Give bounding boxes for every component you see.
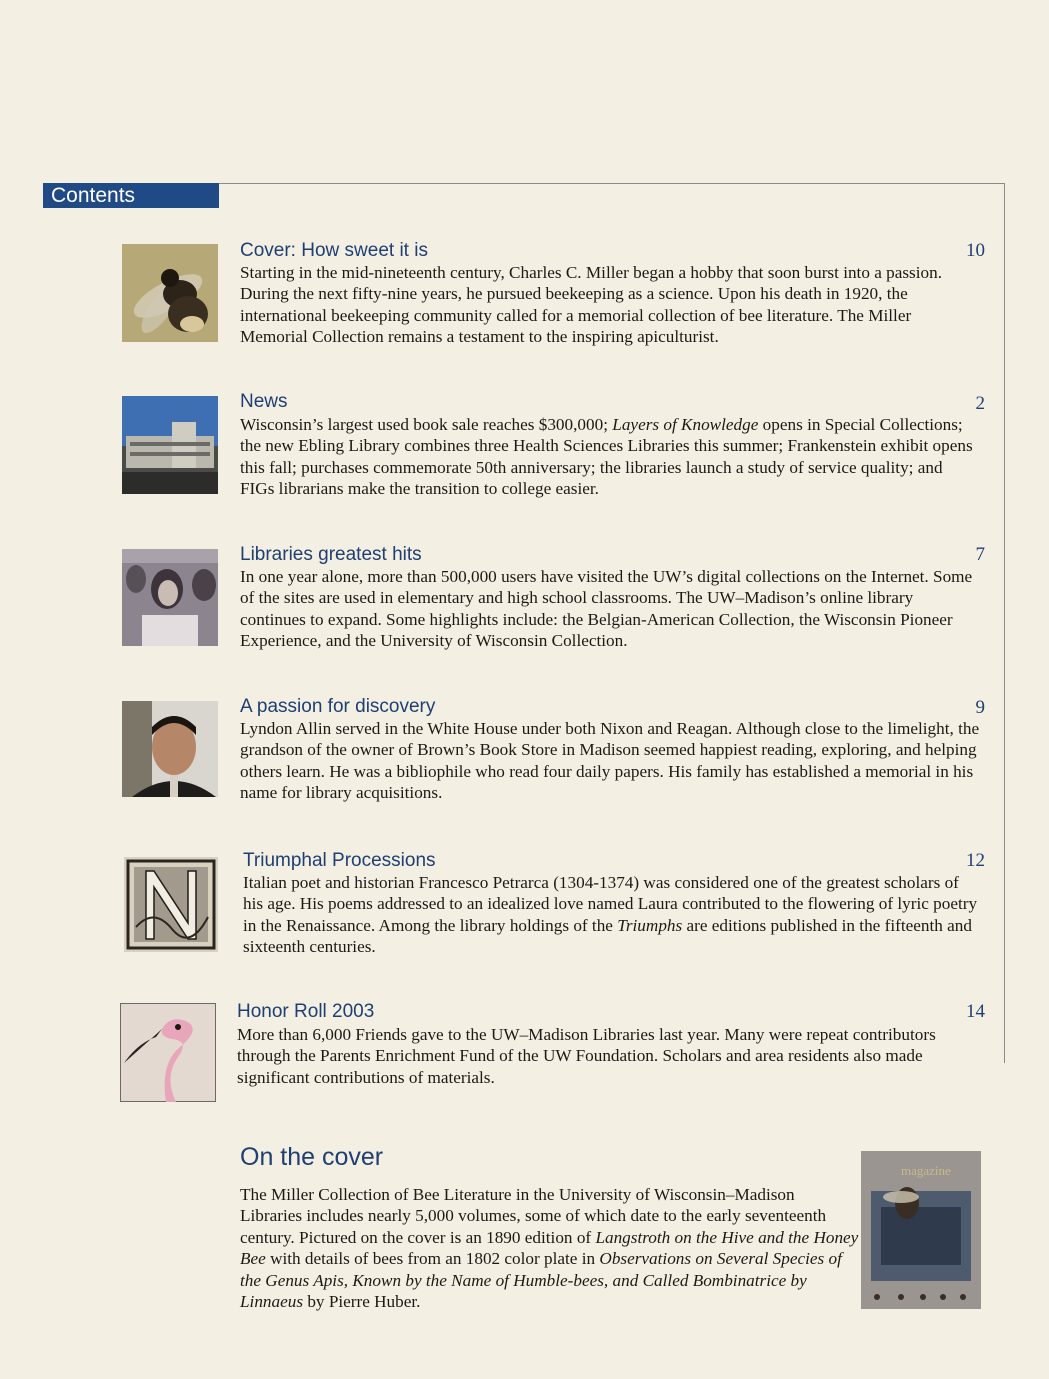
magazine-logo-label: magazine	[901, 1163, 951, 1178]
entry-body-greatest-hits: In one year alone, more than 500,000 users have visited the UW’s digital collections on the Internet. Some of the sites are used in elementary and high school classrooms. The UW–Madison’s online library continues to expand. Some highlights include: the Belgian-American Collection, the Wisconsin Pioneer Experience, and the University of Wisconsin Collection.	[240, 567, 973, 651]
entry-page-news: 2	[975, 393, 985, 414]
entry-body-passion: Lyndon Allin served in the White House under both Nixon and Reagan. Although close to the limelight, the grandson of the owner of Brown’s Book Store in Madison seemed happiest reading, exploring, and helping others learn. He was a bibliophile who read four daily papers. His family has established a memorial in his name for library acquisitions.	[240, 719, 980, 803]
entry-page-triumphal: 12	[966, 850, 985, 871]
entry-page-passion: 9	[975, 697, 985, 718]
entry-title-news[interactable]: News	[240, 391, 288, 412]
entry-title-greatest-hits[interactable]: Libraries greatest hits	[240, 544, 422, 565]
on-the-cover-heading: On the cover	[240, 1143, 384, 1171]
contents-heading: Contents	[43, 183, 219, 208]
magazine-cover-thumbnail	[861, 1151, 981, 1309]
woodcut-initial-thumbnail	[124, 857, 218, 952]
on-the-cover-body: The Miller Collection of Bee Literature in the University of Wisconsin–Madison Libraries includes nearly 5,000 volumes, some of which date to the early seventeenth century. Pictured on the cover is an 1890 edition of Langstroth on the Hive and the Honey Bee with details of bees from an 1802 color plate in Observations on Several Species of the Genus Apis, Known by the Name of Humble-bees, and Called Bombinatrice by Linnaeus by Pierre Huber.	[240, 1185, 859, 1312]
portrait-thumbnail	[122, 701, 218, 797]
crowd-photo-thumbnail	[122, 549, 218, 646]
entry-title-cover[interactable]: Cover: How sweet it is	[240, 240, 428, 261]
news-building-thumbnail	[122, 396, 218, 494]
frame-right-rule	[1004, 183, 1005, 1063]
entry-title-passion[interactable]: A passion for discovery	[240, 696, 436, 717]
entry-body-honor-roll: More than 6,000 Friends gave to the UW–Madison Libraries last year. Many were repeat contributors through the Parents Enrichment Fund of the UW Foundation. Scholars and area residents also made significant contributions of materials.	[237, 1025, 936, 1087]
entry-title-honor-roll[interactable]: Honor Roll 2003	[237, 1001, 375, 1022]
entry-page-greatest-hits: 7	[975, 544, 985, 565]
entry-page-cover: 10	[966, 240, 985, 261]
bee-thumbnail	[122, 244, 218, 342]
entry-body-triumphal: Italian poet and historian Francesco Petrarca (1304-1374) was considered one of the greatest scholars of his age. His poems addressed to an idealized love named Laura contributed to the flowering of lyric poetry in the Renaissance. Among the library holdings of the Triumphs are editions published in the fifteenth and sixteenth centuries.	[243, 873, 978, 957]
flamingo-thumbnail	[120, 1003, 216, 1102]
entry-page-honor-roll: 14	[966, 1001, 985, 1022]
entry-body-cover: Starting in the mid-nineteenth century, Charles C. Miller began a hobby that soon burst into a passion. During the next fifty-nine years, he pursued beekeeping as a science. Upon his death in 1920, the international beekeeping community called for a memorial collection of bee literature. The Miller Memorial Collection remains a testament to the inspiring apiculturist.	[240, 263, 943, 347]
entry-body-news: Wisconsin’s largest used book sale reaches $300,000; Layers of Knowledge opens in Special Collections; the new Ebling Library combines three Health Sciences Libraries this summer; Frankenstein exhibit opens this fall; purchases commemorate 50th anniversary; the libraries launch a study of service quality; and FIGs librarians make the transition to college easier.	[240, 415, 973, 499]
entry-title-triumphal[interactable]: Triumphal Processions	[243, 850, 436, 871]
